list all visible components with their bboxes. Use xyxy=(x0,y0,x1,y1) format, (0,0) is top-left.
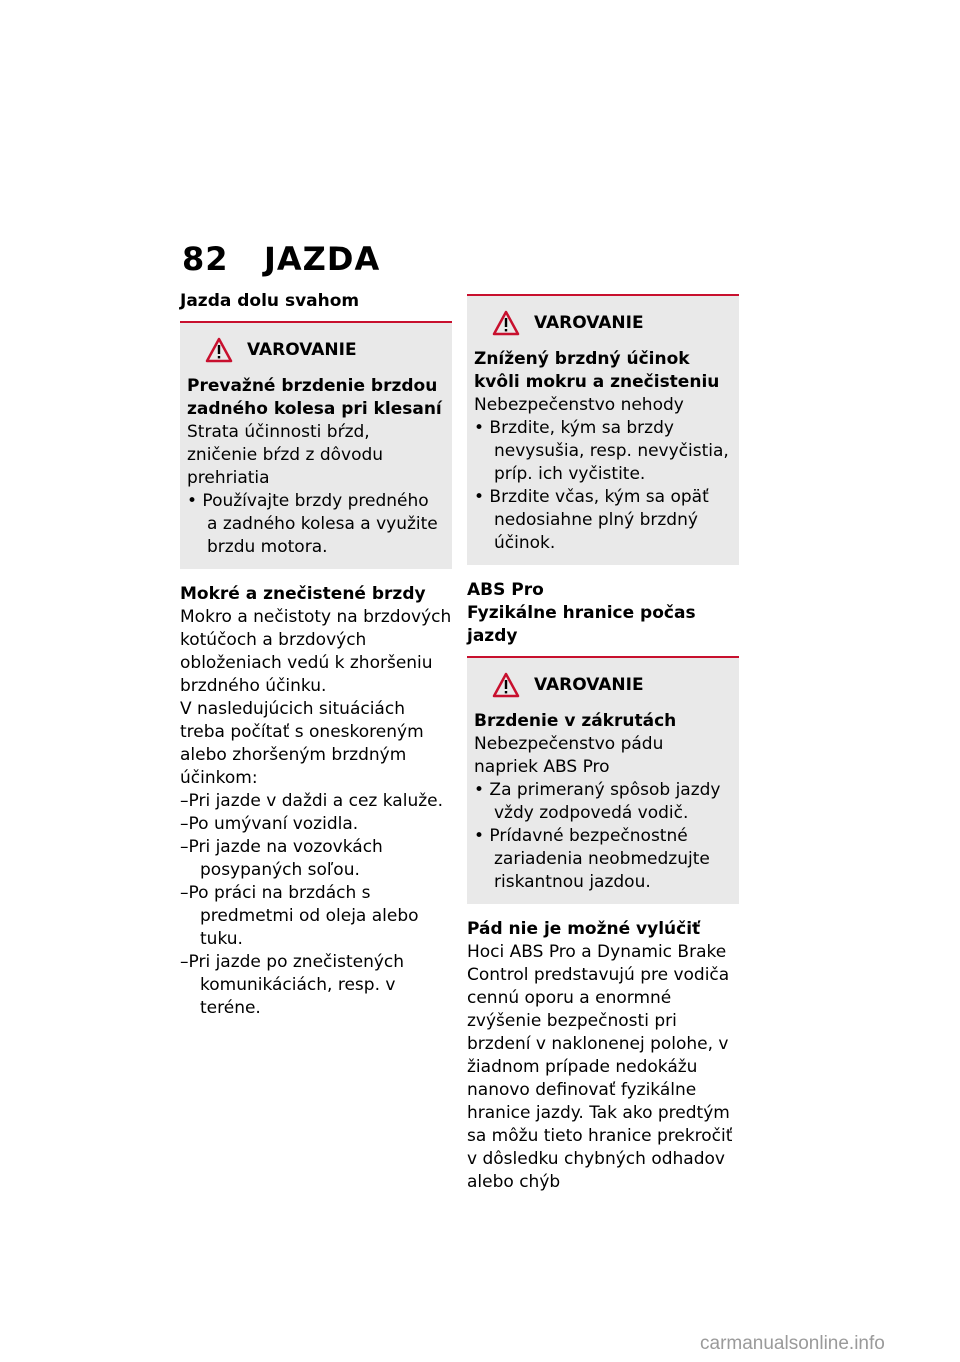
section-title-downhill: Jazda dolu svahom xyxy=(180,291,360,311)
right-column xyxy=(467,294,739,1194)
warning-bullet: • Brzdite, kým sa brzdy nevysušia, resp. nevyčistia, príp. ich vyčistite. xyxy=(474,418,729,484)
warning-label: VAROVANIE xyxy=(534,674,644,695)
page-number: 82 xyxy=(182,240,229,278)
list-item: –Po práci na brzdách s predmetmi od oleja alebo tuku. xyxy=(180,883,419,949)
section-title-wet-brakes: Mokré a znečistené brzdy xyxy=(180,584,426,604)
warning-heading: Brzdenie v zákrutách xyxy=(474,711,677,731)
list-item: –Pri jazde na vozovkách posypaných soľou. xyxy=(180,837,383,880)
warning-text: Nebezpečenstvo pádu napriek ABS Pro xyxy=(474,734,664,777)
warning-bullet: • Za primeraný spôsob jazdy vždy zodpovedá vodič. xyxy=(474,780,721,823)
paragraph: V nasledujúcich situáciách treba počítať s oneskoreným alebo zhoršeným brzdným účinkom: xyxy=(180,699,424,788)
warning-text: Strata účinnosti bŕzd, zničenie bŕzd z dôvodu prehriatia xyxy=(187,422,384,488)
warning-label: VAROVANIE xyxy=(534,312,644,333)
paragraph: Hoci ABS Pro a Dynamic Brake Control predstavujú pre vodiča cennú oporu a enormné zvýšenie bezpečnosti pri brzdení v naklonenej polohe, v žiadnom prípade nedokážu nanovo definovať fyzikálne hranice jazdy. Tak ako predtým sa môžu tieto hranice prekročiť v dôsledku chybných odhadov alebo chýb xyxy=(467,942,733,1192)
page-header xyxy=(182,240,380,278)
warning-heading: Prevažné brzdenie brzdou zadného kolesa pri klesaní xyxy=(187,376,442,419)
warning-bullet: • Používajte brzdy predného a zadného kolesa a využite brzdu motora. xyxy=(187,491,438,557)
warning-heading: Znížený brzdný účinok kvôli mokru a znečisteniu xyxy=(474,349,720,392)
paragraph: Mokro a nečistoty na brzdových kotúčoch a brzdových obloženiach vedú k zhoršeniu brzdného účinku. xyxy=(180,607,452,696)
section-subtitle-physical-limits: Fyzikálne hranice počas jazdy xyxy=(467,603,696,646)
chapter-title: JAZDA xyxy=(264,240,381,278)
warning-header xyxy=(474,668,731,702)
warning-label: VAROVANIE xyxy=(247,339,357,360)
warning-triangle-icon xyxy=(492,310,520,336)
warning-box-cornering xyxy=(467,656,739,904)
warning-header xyxy=(187,333,444,367)
list-item: –Pri jazde po znečistených komunikáciách, resp. v teréne. xyxy=(180,952,405,1018)
warning-bullet: • Prídavné bezpečnostné zariadenia neobmedzujte riskantnou jazdou. xyxy=(474,826,710,892)
warning-bullet: • Brzdite včas, kým sa opäť nedosiahne plný brzdný účinok. xyxy=(474,487,709,553)
warning-triangle-icon xyxy=(492,672,520,698)
warning-header xyxy=(474,306,731,340)
list-item: –Pri jazde v daždi a cez kaluže. xyxy=(180,791,444,811)
warning-text: Nebezpečenstvo nehody xyxy=(474,395,684,415)
list-item: –Po umývaní vozidla. xyxy=(180,814,359,834)
warning-triangle-icon xyxy=(205,337,233,363)
section-title-fall: Pád nie je možné vylúčiť xyxy=(467,919,701,939)
left-column xyxy=(180,290,452,1020)
warning-box-wet xyxy=(467,294,739,565)
warning-box-downhill xyxy=(180,321,452,569)
section-title-abs-pro: ABS Pro xyxy=(467,580,544,600)
watermark: carmanualsonline.info xyxy=(700,1333,885,1354)
